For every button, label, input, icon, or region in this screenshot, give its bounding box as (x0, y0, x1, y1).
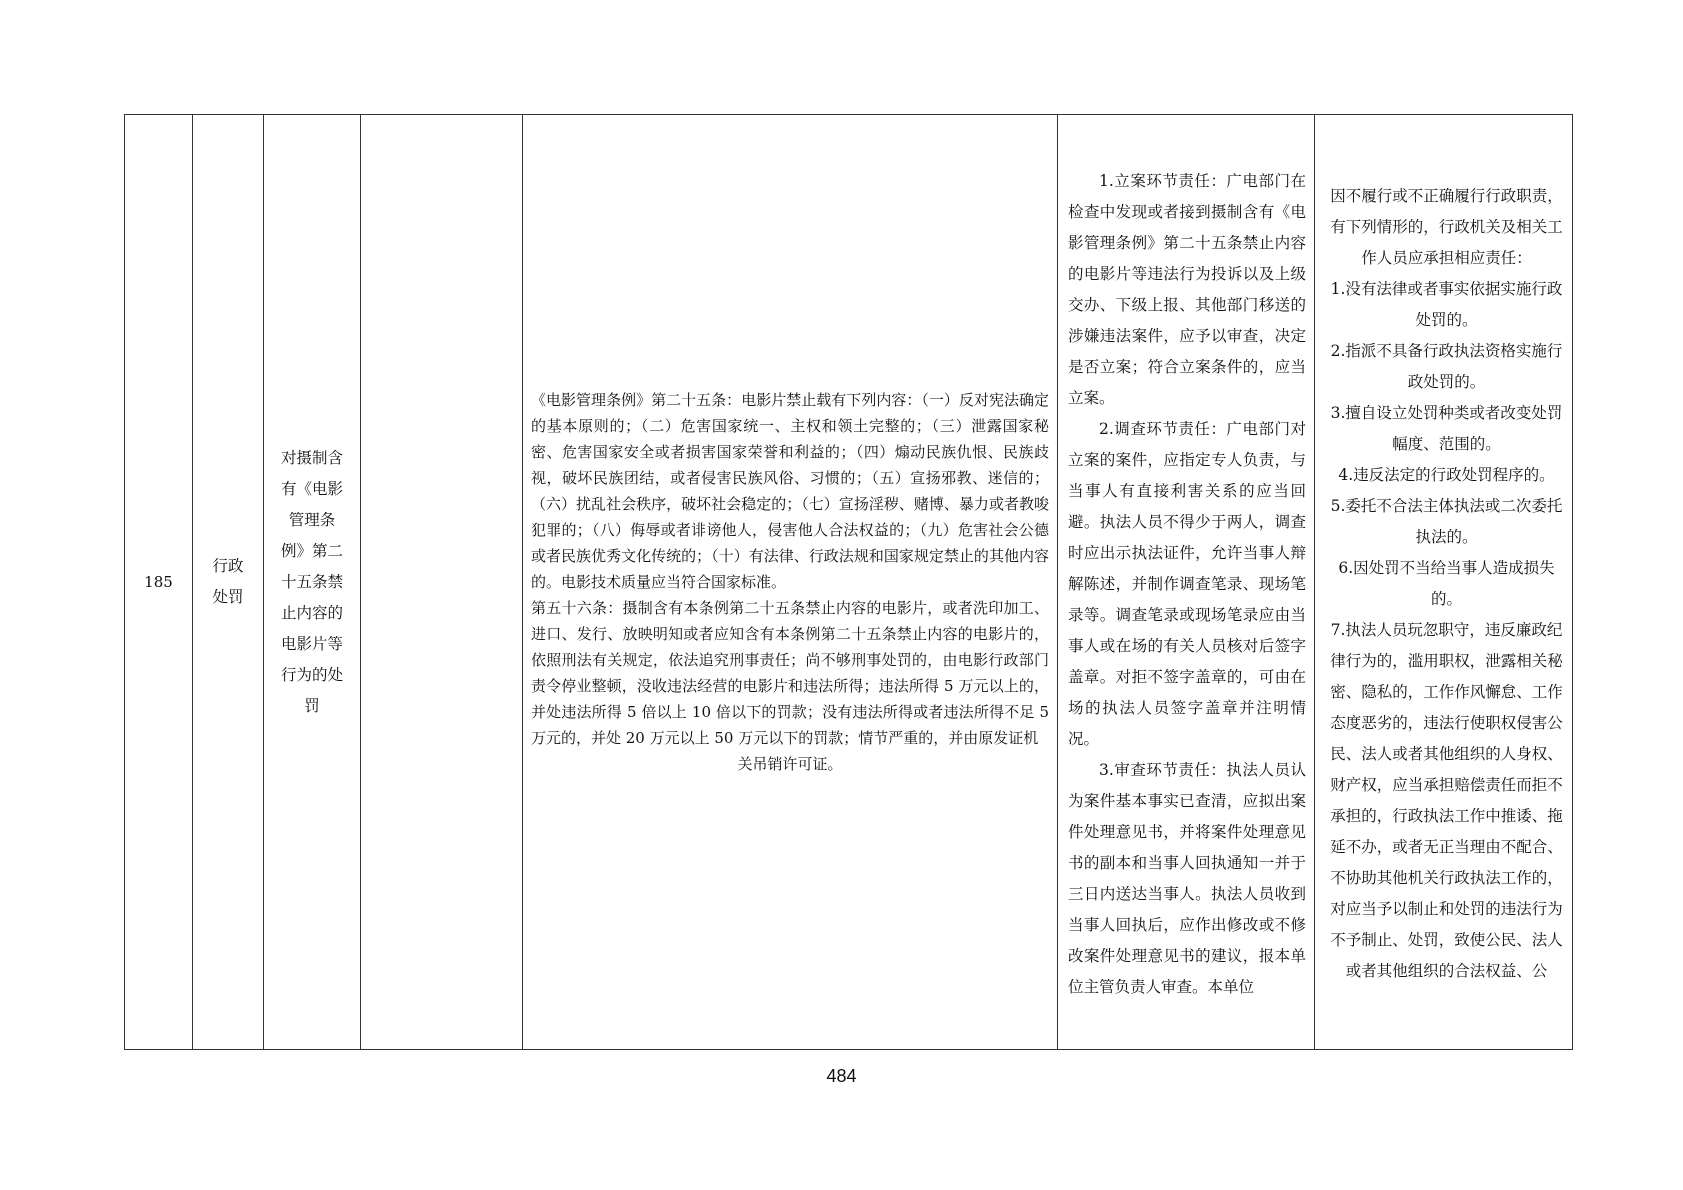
liability-item: 5.委托不合法主体执法或二次委托执法的。 (1330, 497, 1563, 546)
liability-item: 6.因处罚不当给当事人造成损失的。 (1338, 559, 1555, 608)
item-number: 185 (125, 115, 193, 1050)
responsibility-items (1058, 115, 1315, 1050)
responsibility-item: 2.调查环节责任：广电部门对立案的案件，应指定专人负责，与当事人有直接利害关系的应当回避。执法人员不得少于两人，调查时应出示执法证件，允许当事人辩解陈述，并制作调查笔录、现场笔录等。调查笔录或现场笔录应由当事人或在场的有关人员核对后签字盖章。对拒不签字盖章的，可由在场的执法人员签字盖章并注明情况。 (1068, 419, 1306, 748)
liability-items (1315, 115, 1573, 1050)
table-row (125, 115, 1573, 1050)
liability-item: 3.擅自设立处罚种类或者改变处罚幅度、范围的。 (1330, 404, 1563, 453)
legal-basis (523, 115, 1058, 1050)
liability-item: 7.执法人员玩忽职守，违反廉政纪律行为的，滥用职权，泄露相关秘密、隐私的，工作作风懈怠、工作态度恶劣的，违法行使职权侵害公民、法人或者其他组织的人身权、财产权，应当承担赔偿责任而拒不承担的，行政执法工作中推诿、拖延不办，或者无正当理由不配合、不协助其他机关行政执法工作的，对应当予以制止和处罚的违法行为不予制止、处罚，致使公民、法人或者其他组织的合法权益、公 (1330, 621, 1563, 980)
liability-item: 2.指派不具备行政执法资格实施行政处罚的。 (1330, 342, 1563, 391)
sub-item-cell (361, 115, 523, 1050)
liability-item: 4.违反法定的行政处罚程序的。 (1338, 466, 1555, 484)
power-list-table (124, 114, 1573, 1050)
page-number: 484 (826, 1066, 857, 1086)
item-category-line1: 行政 (212, 557, 244, 575)
liability-item: 因不履行或不正确履行行政职责，有下列情形的，行政机关及相关工作人员应承担相应责任： (1330, 187, 1563, 267)
responsibility-item: 1.立案环节责任：广电部门在检查中发现或者接到摄制含有《电影管理条例》第二十五条禁止内容的电影片等违法行为投诉以及上级交办、下级上报、其他部门移送的涉嫌违法案件，应予以审查，决定是否立案；符合立案条件的，应当立案。 (1068, 171, 1306, 407)
liability-item: 1.没有法律或者事实依据实施行政处罚的。 (1330, 280, 1563, 329)
basis-article-56-end: 关吊销许可证。 (737, 755, 843, 773)
item-name: 对摄制含有《电影管理条例》第二十五条禁止内容的电影片等行为的处罚 (264, 115, 361, 1050)
item-category (193, 115, 264, 1050)
basis-article-56: 第五十六条：摄制含有本条例第二十五条禁止内容的电影片，或者洗印加工、进口、发行、放映明知或者应知含有本条例第二十五条禁止内容的电影片的，依照刑法有关规定，依法追究刑事责任；尚不够刑事处罚的，由电影行政部门责令停业整顿，没收违法经营的电影片和违法所得；违法所得 5 万元以上的，并处违法所得 5 倍以上 10 倍以下的罚款；没有违法所得或者违法所得不足 5 万元的，并处 20 万元以上 50 万元以下的罚款；情节严重的，并由原发证机 (531, 599, 1049, 747)
responsibility-item: 3.审查环节责任：执法人员认为案件基本事实已查清，应拟出案件处理意见书，并将案件处理意见书的副本和当事人回执通知一并于三日内送达当事人。执法人员收到当事人回执后，应作出修改或不修改案件处理意见书的建议，报本单位主管负责人审查。本单位 (1068, 760, 1306, 996)
basis-article-25: 《电影管理条例》第二十五条：电影片禁止载有下列内容：（一）反对宪法确定的基本原则的；（二）危害国家统一、主权和领土完整的；（三）泄露国家秘密、危害国家安全或者损害国家荣誉和利益的；（四）煽动民族仇恨、民族歧视，破坏民族团结，或者侵害民族风俗、习惯的；（五）宣扬邪教、迷信的；（六）扰乱社会秩序，破坏社会稳定的；（七）宣扬淫秽、赌博、暴力或者教唆犯罪的；（八）侮辱或者诽谤他人，侵害他人合法权益的；（九）危害社会公德或者民族优秀文化传统的；（十）有法律、行政法规和国家规定禁止的其他内容的。电影技术质量应当符合国家标准。 (531, 391, 1049, 591)
item-category-line2: 处罚 (212, 588, 244, 606)
